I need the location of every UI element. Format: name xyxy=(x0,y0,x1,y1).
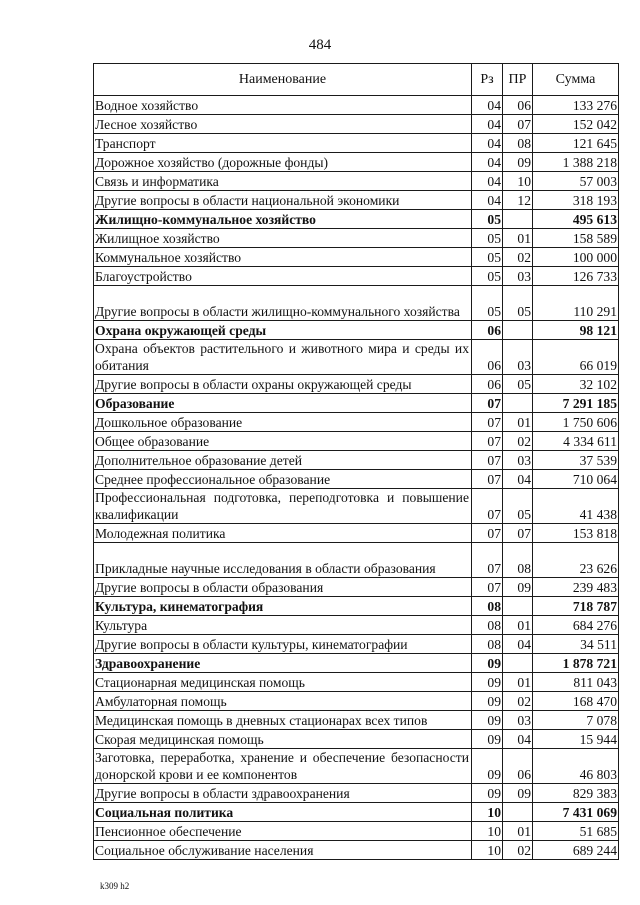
sum-cell: 829 383 xyxy=(533,784,619,803)
rz-cell: 07 xyxy=(472,394,503,413)
sum-cell: 98 121 xyxy=(533,321,619,340)
rz-cell: 08 xyxy=(472,635,503,654)
table-row xyxy=(94,730,619,749)
section-row xyxy=(94,597,619,616)
name-cell: Благоустройство xyxy=(94,267,472,286)
name-cell: Дошкольное образование xyxy=(94,413,472,432)
sum-cell: 41 438 xyxy=(533,489,619,524)
sum-cell: 133 276 xyxy=(533,96,619,115)
rz-cell: 07 xyxy=(472,470,503,489)
pr-cell: 06 xyxy=(503,749,533,784)
table-row xyxy=(94,134,619,153)
rz-cell: 05 xyxy=(472,286,503,321)
table-row xyxy=(94,340,619,375)
rz-cell: 09 xyxy=(472,784,503,803)
rz-cell: 09 xyxy=(472,730,503,749)
rz-cell: 08 xyxy=(472,597,503,616)
rz-cell: 09 xyxy=(472,654,503,673)
name-cell: Другие вопросы в области охраны окружающей среды xyxy=(94,375,472,394)
sum-cell: 100 000 xyxy=(533,248,619,267)
table-row xyxy=(94,115,619,134)
table-row xyxy=(94,413,619,432)
pr-cell: 03 xyxy=(503,711,533,730)
section-row xyxy=(94,321,619,340)
rz-cell: 04 xyxy=(472,134,503,153)
name-cell: Связь и информатика xyxy=(94,172,472,191)
rz-cell: 07 xyxy=(472,524,503,543)
pr-cell: 04 xyxy=(503,470,533,489)
rz-cell: 04 xyxy=(472,172,503,191)
name-cell: Лесное хозяйство xyxy=(94,115,472,134)
pr-cell: 01 xyxy=(503,229,533,248)
name-cell: Дополнительное образование детей xyxy=(94,451,472,470)
table-row xyxy=(94,543,619,578)
sum-cell: 4 334 611 xyxy=(533,432,619,451)
table-row xyxy=(94,172,619,191)
table-row xyxy=(94,267,619,286)
pr-cell: 09 xyxy=(503,784,533,803)
table-row xyxy=(94,470,619,489)
pr-cell: 01 xyxy=(503,413,533,432)
pr-cell: 09 xyxy=(503,153,533,172)
rz-cell: 09 xyxy=(472,673,503,692)
sum-cell: 1 750 606 xyxy=(533,413,619,432)
table-row xyxy=(94,524,619,543)
table-row xyxy=(94,286,619,321)
sum-cell: 32 102 xyxy=(533,375,619,394)
pr-cell: 03 xyxy=(503,340,533,375)
pr-cell: 07 xyxy=(503,524,533,543)
rz-cell: 06 xyxy=(472,321,503,340)
name-cell: Транспорт xyxy=(94,134,472,153)
pr-cell: 08 xyxy=(503,543,533,578)
table-row xyxy=(94,191,619,210)
name-cell: Культура, кинематография xyxy=(94,597,472,616)
rz-cell: 06 xyxy=(472,375,503,394)
rz-cell: 07 xyxy=(472,489,503,524)
name-cell: Жилищно-коммунальное хозяйство xyxy=(94,210,472,229)
name-cell: Здравоохранение xyxy=(94,654,472,673)
rz-cell: 08 xyxy=(472,616,503,635)
rz-cell: 10 xyxy=(472,822,503,841)
sum-cell: 15 944 xyxy=(533,730,619,749)
pr-cell: 06 xyxy=(503,96,533,115)
pr-cell: 05 xyxy=(503,286,533,321)
section-row xyxy=(94,210,619,229)
pr-cell xyxy=(503,597,533,616)
rz-cell: 04 xyxy=(472,153,503,172)
table-row xyxy=(94,841,619,860)
sum-cell: 152 042 xyxy=(533,115,619,134)
pr-cell: 01 xyxy=(503,616,533,635)
rz-cell: 06 xyxy=(472,340,503,375)
table-row xyxy=(94,673,619,692)
section-row xyxy=(94,803,619,822)
section-row xyxy=(94,654,619,673)
pr-cell xyxy=(503,394,533,413)
table-row xyxy=(94,451,619,470)
sum-cell: 34 511 xyxy=(533,635,619,654)
sum-cell: 121 645 xyxy=(533,134,619,153)
table-row xyxy=(94,96,619,115)
rz-cell: 07 xyxy=(472,432,503,451)
sum-cell: 23 626 xyxy=(533,543,619,578)
table-row xyxy=(94,711,619,730)
footer-code: k309 h2 xyxy=(100,881,130,891)
sum-cell: 684 276 xyxy=(533,616,619,635)
rz-cell: 04 xyxy=(472,96,503,115)
name-cell: Дорожное хозяйство (дорожные фонды) xyxy=(94,153,472,172)
pr-cell: 07 xyxy=(503,115,533,134)
rz-cell: 07 xyxy=(472,413,503,432)
name-cell: Другие вопросы в области здравоохранения xyxy=(94,784,472,803)
pr-cell: 01 xyxy=(503,822,533,841)
pr-cell xyxy=(503,210,533,229)
sum-cell: 318 193 xyxy=(533,191,619,210)
sum-cell: 46 803 xyxy=(533,749,619,784)
pr-cell xyxy=(503,321,533,340)
rz-cell: 05 xyxy=(472,229,503,248)
name-cell: Охрана объектов растительного и животного мира и среды их обитания xyxy=(94,340,472,375)
name-cell: Скорая медицинская помощь xyxy=(94,730,472,749)
sum-cell: 57 003 xyxy=(533,172,619,191)
table-row xyxy=(94,749,619,784)
sum-cell: 495 613 xyxy=(533,210,619,229)
sum-cell: 7 291 185 xyxy=(533,394,619,413)
name-cell: Прикладные научные исследования в области образования xyxy=(94,543,472,578)
name-cell: Заготовка, переработка, хранение и обеспечение безопасности донорской крови и ее компонентов xyxy=(94,749,472,784)
pr-cell: 02 xyxy=(503,841,533,860)
rz-cell: 07 xyxy=(472,543,503,578)
name-cell: Культура xyxy=(94,616,472,635)
sum-cell: 710 064 xyxy=(533,470,619,489)
pr-cell: 03 xyxy=(503,267,533,286)
name-cell: Другие вопросы в области образования xyxy=(94,578,472,597)
name-cell: Коммунальное хозяйство xyxy=(94,248,472,267)
name-cell: Жилищное хозяйство xyxy=(94,229,472,248)
pr-cell xyxy=(503,654,533,673)
pr-cell: 04 xyxy=(503,635,533,654)
sum-cell: 110 291 xyxy=(533,286,619,321)
pr-cell: 04 xyxy=(503,730,533,749)
sum-cell: 7 078 xyxy=(533,711,619,730)
table-row xyxy=(94,616,619,635)
name-cell: Медицинская помощь в дневных стационарах всех типов xyxy=(94,711,472,730)
table-row xyxy=(94,248,619,267)
name-cell: Молодежная политика xyxy=(94,524,472,543)
table-row xyxy=(94,432,619,451)
sum-cell: 1 878 721 xyxy=(533,654,619,673)
name-cell: Другие вопросы в области культуры, кинематографии xyxy=(94,635,472,654)
pr-cell: 12 xyxy=(503,191,533,210)
name-cell: Общее образование xyxy=(94,432,472,451)
name-cell: Амбулаторная помощь xyxy=(94,692,472,711)
sum-cell: 168 470 xyxy=(533,692,619,711)
sum-cell: 689 244 xyxy=(533,841,619,860)
sum-cell: 1 388 218 xyxy=(533,153,619,172)
rz-cell: 04 xyxy=(472,191,503,210)
table-row xyxy=(94,822,619,841)
name-cell: Социальное обслуживание населения xyxy=(94,841,472,860)
rz-cell: 09 xyxy=(472,749,503,784)
rz-cell: 05 xyxy=(472,267,503,286)
pr-cell: 02 xyxy=(503,248,533,267)
table-row xyxy=(94,375,619,394)
name-cell: Среднее профессиональное образование xyxy=(94,470,472,489)
rz-cell: 04 xyxy=(472,115,503,134)
rz-cell: 07 xyxy=(472,451,503,470)
column-header-sum: Сумма xyxy=(533,64,619,96)
pr-cell xyxy=(503,803,533,822)
column-header-pr: ПР xyxy=(503,64,533,96)
rz-cell: 10 xyxy=(472,841,503,860)
table-body xyxy=(94,96,619,860)
rz-cell: 09 xyxy=(472,711,503,730)
sum-cell: 811 043 xyxy=(533,673,619,692)
rz-cell: 09 xyxy=(472,692,503,711)
name-cell: Профессиональная подготовка, переподготовка и повышение квалификации xyxy=(94,489,472,524)
sum-cell: 7 431 069 xyxy=(533,803,619,822)
pr-cell: 09 xyxy=(503,578,533,597)
name-cell: Социальная политика xyxy=(94,803,472,822)
table-row xyxy=(94,784,619,803)
section-row xyxy=(94,394,619,413)
name-cell: Пенсионное обеспечение xyxy=(94,822,472,841)
name-cell: Другие вопросы в области жилищно-коммунального хозяйства xyxy=(94,286,472,321)
name-cell: Охрана окружающей среды xyxy=(94,321,472,340)
rz-cell: 05 xyxy=(472,210,503,229)
name-cell: Водное хозяйство xyxy=(94,96,472,115)
rz-cell: 07 xyxy=(472,578,503,597)
pr-cell: 10 xyxy=(503,172,533,191)
rz-cell: 10 xyxy=(472,803,503,822)
pr-cell: 01 xyxy=(503,673,533,692)
table-header-row xyxy=(94,64,619,96)
pr-cell: 03 xyxy=(503,451,533,470)
table-row xyxy=(94,489,619,524)
table-row xyxy=(94,578,619,597)
sum-cell: 126 733 xyxy=(533,267,619,286)
column-header-name: Наименование xyxy=(94,64,472,96)
pr-cell: 08 xyxy=(503,134,533,153)
name-cell: Стационарная медицинская помощь xyxy=(94,673,472,692)
name-cell: Образование xyxy=(94,394,472,413)
sum-cell: 158 589 xyxy=(533,229,619,248)
sum-cell: 51 685 xyxy=(533,822,619,841)
sum-cell: 239 483 xyxy=(533,578,619,597)
sum-cell: 718 787 xyxy=(533,597,619,616)
table-row xyxy=(94,229,619,248)
budget-table xyxy=(93,63,619,860)
table-row xyxy=(94,635,619,654)
table-row xyxy=(94,153,619,172)
rz-cell: 05 xyxy=(472,248,503,267)
name-cell: Другие вопросы в области национальной экономики xyxy=(94,191,472,210)
page-number: 484 xyxy=(308,37,332,53)
table-row xyxy=(94,692,619,711)
pr-cell: 02 xyxy=(503,692,533,711)
sum-cell: 66 019 xyxy=(533,340,619,375)
pr-cell: 05 xyxy=(503,375,533,394)
pr-cell: 05 xyxy=(503,489,533,524)
sum-cell: 37 539 xyxy=(533,451,619,470)
sum-cell: 153 818 xyxy=(533,524,619,543)
column-header-rz: Рз xyxy=(472,64,503,96)
pr-cell: 02 xyxy=(503,432,533,451)
